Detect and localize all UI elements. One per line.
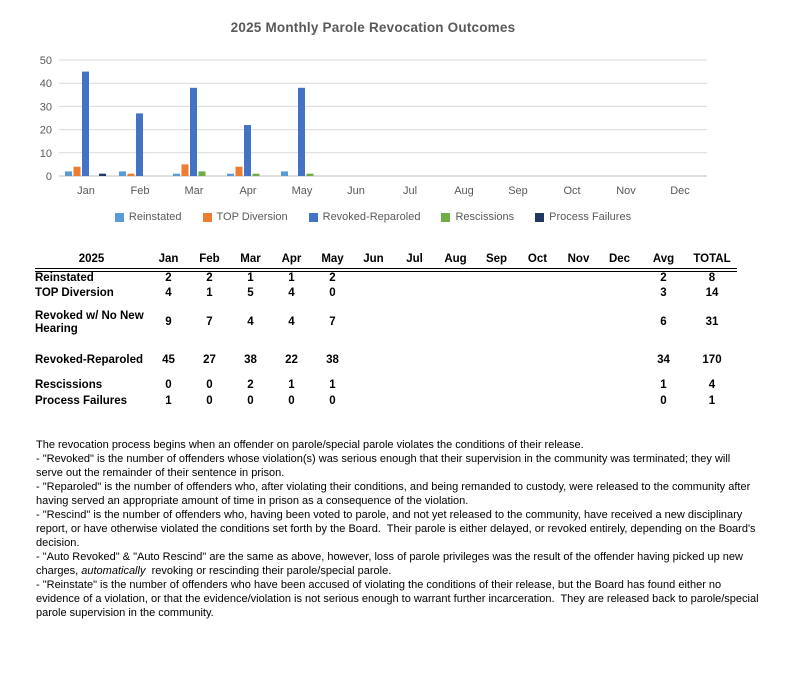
legend-item xyxy=(441,211,514,223)
x-tick-label: Feb xyxy=(130,185,150,197)
month-value-cell: 0 xyxy=(247,395,254,408)
row-label: Process Failures xyxy=(35,395,128,408)
note-paragraph xyxy=(36,578,760,620)
table-column-header: Avg xyxy=(640,248,687,270)
month-value-cell: 9 xyxy=(165,316,172,329)
note-paragraph xyxy=(36,480,760,508)
legend-label: Rescissions xyxy=(455,211,515,223)
month-value-cell xyxy=(599,344,640,378)
note-text: revoking or rescinding their parole/special parole. xyxy=(145,565,392,577)
note-text: - "Revoked" is the number of offenders whose violation(s) was serious enough that their supervision in the community was terminated; they will serve out the remainder of their sentence in prison. xyxy=(36,453,734,479)
table-body xyxy=(35,270,737,410)
legend-swatch-icon xyxy=(115,213,124,222)
table-year-header: 2025 xyxy=(35,248,148,270)
chart-title: 2025 Monthly Parole Revocation Outcomes xyxy=(230,20,516,35)
table-column-header: Jul xyxy=(394,248,435,270)
month-value-cell: 0 xyxy=(206,395,213,408)
table-column-header: Jan xyxy=(148,248,189,270)
month-value-cell xyxy=(394,378,435,394)
note-paragraph xyxy=(36,550,760,578)
x-tick-label: Aug xyxy=(454,185,474,197)
month-value-cell xyxy=(353,302,394,344)
month-value-cell xyxy=(353,286,394,302)
month-value-cell xyxy=(599,270,640,286)
month-value-cell: 38 xyxy=(244,354,257,367)
x-tick-label: May xyxy=(291,185,313,197)
month-value-cell xyxy=(476,394,517,410)
table-column-header: Jun xyxy=(353,248,394,270)
month-value-cell xyxy=(599,286,640,302)
month-value-cell xyxy=(517,302,558,344)
table-column-header: Dec xyxy=(599,248,640,270)
chart-bar xyxy=(182,164,189,176)
note-text: - "Reparoled" is the number of offenders who, after violating their conditions, and being remanded to custody, were released to the community after having served an appropriate amount of time in prison as a consequence of the violation. xyxy=(36,481,754,507)
month-value-cell: 2 xyxy=(206,272,213,285)
avg-value-cell: 1 xyxy=(660,379,667,392)
month-value-cell xyxy=(394,286,435,302)
table-row xyxy=(35,286,737,302)
month-value-cell xyxy=(517,378,558,394)
month-value-cell xyxy=(435,302,476,344)
x-tick-label: Dec xyxy=(670,185,690,197)
month-value-cell xyxy=(558,302,599,344)
month-value-cell: 22 xyxy=(285,354,298,367)
notes xyxy=(36,438,760,620)
chart-bar xyxy=(281,171,288,176)
row-label: TOP Diversion xyxy=(35,287,114,300)
month-value-cell xyxy=(517,344,558,378)
y-tick-label: 10 xyxy=(39,147,52,160)
month-value-cell: 0 xyxy=(206,379,213,392)
month-value-cell xyxy=(558,344,599,378)
month-value-cell xyxy=(558,270,599,286)
month-value-cell: 0 xyxy=(329,287,336,300)
avg-value-cell: 0 xyxy=(660,395,667,408)
x-tick-label: Apr xyxy=(239,185,257,197)
row-label: Revoked w/ No New Hearing xyxy=(35,309,144,335)
chart-bar xyxy=(128,174,135,176)
month-value-cell xyxy=(435,270,476,286)
month-value-cell: 38 xyxy=(326,354,339,367)
y-tick-label: 20 xyxy=(39,124,52,137)
month-value-cell xyxy=(476,344,517,378)
month-value-cell: 4 xyxy=(165,287,172,300)
month-value-cell: 7 xyxy=(329,316,336,329)
month-value-cell xyxy=(353,270,394,286)
legend-swatch-icon xyxy=(441,213,450,222)
legend-item xyxy=(115,211,182,223)
chart-bar xyxy=(244,125,251,176)
x-tick-label: Jul xyxy=(402,185,418,197)
data-table xyxy=(35,248,737,410)
table-row xyxy=(35,302,737,344)
month-value-cell xyxy=(599,378,640,394)
chart-bar xyxy=(307,174,314,176)
month-value-cell xyxy=(599,394,640,410)
month-value-cell xyxy=(517,286,558,302)
total-value-cell: 1 xyxy=(708,395,716,408)
note-paragraph xyxy=(36,452,760,480)
legend-label: TOP Diversion xyxy=(216,211,288,223)
avg-value-cell: 2 xyxy=(660,272,667,285)
legend-swatch-icon xyxy=(535,213,544,222)
x-tick-label: Mar xyxy=(184,185,204,197)
table-row xyxy=(35,378,737,394)
table-column-header: Apr xyxy=(271,248,312,270)
month-value-cell: 2 xyxy=(165,272,172,285)
total-value-cell: 31 xyxy=(705,316,719,329)
month-value-cell: 1 xyxy=(288,379,295,392)
month-value-cell xyxy=(435,378,476,394)
chart-bar xyxy=(298,88,305,176)
month-value-cell xyxy=(558,378,599,394)
month-value-cell: 45 xyxy=(162,354,175,367)
month-value-cell: 5 xyxy=(247,287,254,300)
chart-bar xyxy=(74,167,81,176)
month-value-cell: 2 xyxy=(329,272,336,285)
bar-chart xyxy=(20,50,760,212)
month-value-cell xyxy=(435,286,476,302)
chart-bar xyxy=(236,167,243,176)
chart-bar xyxy=(136,113,143,176)
legend-swatch-icon xyxy=(203,213,212,222)
month-value-cell xyxy=(517,270,558,286)
x-tick-label: Nov xyxy=(616,185,636,197)
table-column-header: TOTAL xyxy=(687,248,737,270)
table-column-header: Nov xyxy=(558,248,599,270)
note-paragraph xyxy=(36,508,760,550)
month-value-cell xyxy=(394,344,435,378)
note-paragraph xyxy=(36,438,760,452)
y-tick-label: 30 xyxy=(39,101,52,114)
month-value-cell xyxy=(353,378,394,394)
legend-label: Revoked-Reparoled xyxy=(322,211,421,223)
legend-swatch-icon xyxy=(309,213,318,222)
x-tick-label: Sep xyxy=(508,185,528,197)
chart-legend xyxy=(20,211,726,223)
row-label: Reinstated xyxy=(35,272,94,285)
month-value-cell xyxy=(353,394,394,410)
month-value-cell: 0 xyxy=(165,379,172,392)
chart-bar xyxy=(253,174,260,176)
month-value-cell: 1 xyxy=(206,287,213,300)
total-value-cell: 14 xyxy=(705,287,719,300)
row-label: Revoked-Reparoled xyxy=(35,354,144,367)
row-label: Rescissions xyxy=(35,379,103,392)
total-value-cell: 170 xyxy=(702,354,722,367)
month-value-cell: 4 xyxy=(247,316,254,329)
legend-item xyxy=(535,211,631,223)
y-tick-label: 0 xyxy=(45,171,52,183)
month-value-cell xyxy=(394,394,435,410)
legend-label: Reinstated xyxy=(128,211,182,223)
legend-item xyxy=(203,211,288,223)
total-value-cell: 8 xyxy=(708,272,716,285)
month-value-cell xyxy=(353,344,394,378)
month-value-cell: 7 xyxy=(206,316,213,329)
month-value-cell: 4 xyxy=(288,316,295,329)
chart-bar xyxy=(65,171,72,176)
month-value-cell xyxy=(476,286,517,302)
month-value-cell: 2 xyxy=(247,379,254,392)
table-column-header: May xyxy=(312,248,353,270)
month-value-cell xyxy=(558,394,599,410)
y-tick-label: 50 xyxy=(39,55,52,67)
table-column-header: Feb xyxy=(189,248,230,270)
legend-item xyxy=(309,211,421,223)
avg-value-cell: 3 xyxy=(660,287,667,300)
chart-bar xyxy=(199,171,206,176)
total-value-cell: 4 xyxy=(708,379,716,392)
month-value-cell xyxy=(558,286,599,302)
month-value-cell: 0 xyxy=(329,395,336,408)
avg-value-cell: 34 xyxy=(657,354,670,367)
table-header xyxy=(35,248,737,270)
month-value-cell: 1 xyxy=(165,395,172,408)
table-column-header: Sep xyxy=(476,248,517,270)
month-value-cell: 1 xyxy=(329,379,336,392)
x-tick-label: Oct xyxy=(563,185,581,197)
month-value-cell xyxy=(517,394,558,410)
chart-bar xyxy=(119,171,126,176)
month-value-cell xyxy=(435,344,476,378)
month-value-cell xyxy=(394,302,435,344)
note-text: - "Auto Revoked" & "Auto Rescind" are the same as above, however, loss of parole privileges was the result of the offender having picked up new charges, xyxy=(36,551,747,577)
month-value-cell: 4 xyxy=(288,287,295,300)
note-text: automatically xyxy=(81,565,146,577)
x-tick-label: Jan xyxy=(77,185,95,197)
month-value-cell: 0 xyxy=(288,395,295,408)
note-text: - "Rescind" is the number of offenders who, having been voted to parole, and not yet released to the community, have received a new disciplinary report, or have otherwise violated the conditions set forth by the Board. Their parole is either delayed, or revoked entirely, depending on the Board's decision. xyxy=(36,509,759,549)
chart-bar xyxy=(173,174,180,176)
table-header-row xyxy=(35,248,737,270)
month-value-cell xyxy=(476,378,517,394)
note-text: The revocation process begins when an offender on parole/special parole violates the conditions of their release. xyxy=(36,439,584,451)
table-row xyxy=(35,344,737,378)
legend-label: Process Failures xyxy=(549,211,632,223)
chart-bar xyxy=(227,174,234,176)
table-column-header: Oct xyxy=(517,248,558,270)
month-value-cell: 27 xyxy=(203,354,216,367)
chart-bar xyxy=(190,88,197,176)
chart-bar xyxy=(99,174,106,176)
y-tick-label: 40 xyxy=(39,78,52,91)
note-text: - "Reinstate" is the number of offenders who have been accused of violating the conditions of their release, but the Board has found either no evidence of a violation, or that the evidence/violation is not serious enough to warrant further incarceration. They are released back to parole/special parole supervision in the community. xyxy=(36,579,762,619)
month-value-cell xyxy=(476,302,517,344)
x-tick-label: Jun xyxy=(347,185,365,197)
month-value-cell xyxy=(394,270,435,286)
table-column-header: Mar xyxy=(230,248,271,270)
chart-bar xyxy=(82,72,89,176)
month-value-cell xyxy=(435,394,476,410)
table-row xyxy=(35,270,737,286)
month-value-cell xyxy=(599,302,640,344)
table-column-header: Aug xyxy=(435,248,476,270)
month-value-cell: 1 xyxy=(288,272,295,285)
month-value-cell xyxy=(476,270,517,286)
table-row xyxy=(35,394,737,410)
month-value-cell: 1 xyxy=(247,272,254,285)
avg-value-cell: 6 xyxy=(660,316,667,329)
